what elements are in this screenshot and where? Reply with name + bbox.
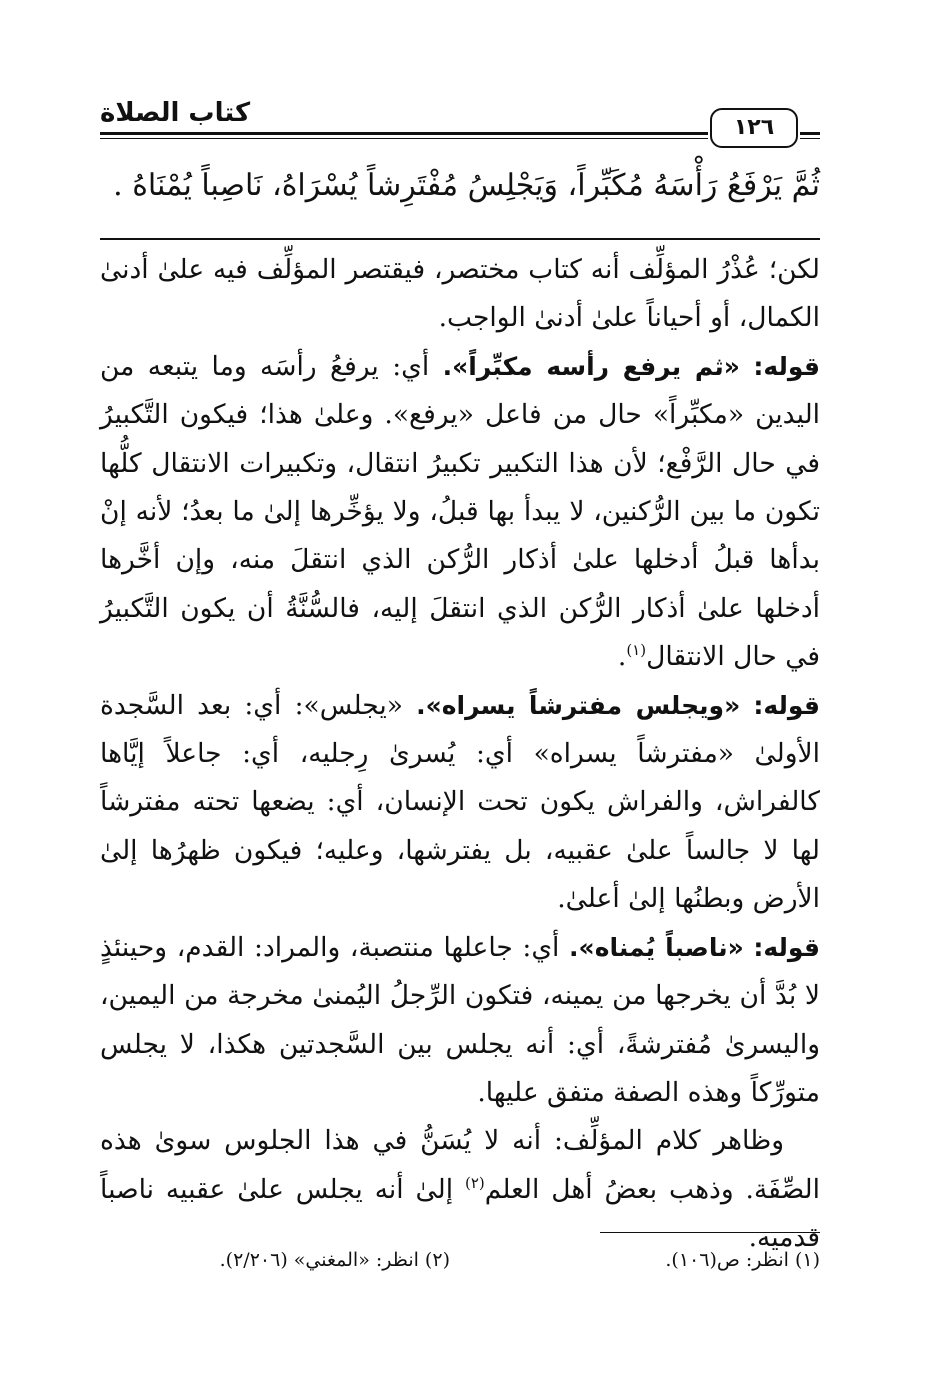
footnote-2: (٢) انظر: «المغني» (٢/٢٠٦).: [219, 1249, 450, 1271]
paragraph-text: أي: يرفعُ رأسَه وما يتبعه من اليدين «مكبِّراً» حال من فاعل «يرفع». وعلىٰ هذا؛ فيكون التَّكبيرُ في حال الرَّفْع؛ لأن هذا التكبير تكبيرُ انتقال، وتكبيرات الانتقال كلُّها تكون ما بين الرُّكنين، لا يبدأ بها قبلُ، ولا يؤخِّرها إلىٰ ما بعدُ؛ لأنه إنْ بدأها قبلُ أدخلها علىٰ أذكار الرُّكن الذي انتقلَ منه، وإن أخَّرها أدخلها علىٰ أذكار الرُّكن الذي انتقلَ إليه، فالسُّنَّةُ أن يكون التَّكبيرُ في حال الانتقال: [100, 350, 820, 673]
footnote-ref[interactable]: (١): [626, 641, 647, 660]
matn-quote: «ويجلس مفترشاً يسراه».: [416, 690, 741, 720]
paragraph-3: [100, 682, 820, 924]
footnote-ref[interactable]: (٢): [464, 1173, 485, 1192]
paragraph-end: .: [617, 641, 627, 673]
paragraph-text: أي: جاعلها منتصبة، والمراد: القدم، وحينئذٍ لا بُدَّ أن يخرجها من يمينه، فتكون الرِّجلُ اليُمنىٰ مخرجة من اليمين، واليسرىٰ مُفترشةً، أي: أنه يجلس بين السَّجدتين هكذا، لا يجلس متورِّكاً وهذه الصفة متفق عليها.: [100, 931, 820, 1108]
page-number: ١٢٦: [710, 108, 798, 148]
running-title: كتاب الصلاة: [100, 98, 251, 128]
header-rule-thin: [100, 138, 708, 139]
paragraph-text-continued: إلىٰ أنه يجلس علىٰ عقبيه ناصباً قدميه.: [100, 1173, 820, 1254]
header-rule-short: [800, 132, 820, 135]
paragraph-text: «يجلس»: أي: بعد السَّجدة الأولىٰ «مفترشاً يسراه» أي: يُسرىٰ رِجليه، أي: جاعلاً إيَّاها كالفراش، والفراش يكون تحت الإنسان، أي: يضعها تحته مفترشاً لها لا جالساً علىٰ عقبيه، بل يفترشها، وعليه؛ فيكون ظهرُها إلىٰ الأرض وبطنُها إلىٰ أعلىٰ.: [100, 689, 820, 915]
matn-text: ثُمَّ يَرْفَعُ رَأْسَهُ مُكَبِّراً، وَيَجْلِسُ مُفْتَرِشاً يُسْرَاهُ، نَاصِباً يُمْنَاهُ .: [113, 168, 820, 203]
page-header: [100, 92, 820, 142]
footnote-1: (١) انظر: ص(١٠٦).: [665, 1249, 820, 1271]
paragraph-4: [100, 924, 820, 1118]
matn-divider: [100, 238, 820, 240]
header-rule: [100, 132, 708, 135]
qawluh-label: قوله:: [753, 690, 820, 720]
paragraph-2: [100, 343, 820, 682]
matn-quote: «ثم يرفع رأسه مكبِّراً».: [442, 351, 740, 381]
commentary-body: [100, 246, 820, 1263]
paragraph-1: لكن؛ عُذْرُ المؤلِّف أنه كتاب مختصر، فيقتصر المؤلِّف فيه علىٰ أدنىٰ الكمال، أو أحياناً علىٰ أدنىٰ الواجب.: [100, 254, 820, 334]
paragraph-text: وظاهر كلام المؤلِّف: أنه لا يُسَنُّ في هذا الجلوس سوىٰ هذه الصِّفَة. وذهب بعضُ أهل العلم: [100, 1125, 820, 1205]
footnotes: [100, 1240, 820, 1280]
qawluh-label: قوله:: [753, 932, 820, 962]
matn-quote: «ناصباً يُمناه».: [569, 932, 744, 962]
qawluh-label: قوله:: [753, 351, 820, 381]
header-rule-short-thin: [800, 138, 820, 139]
footnote-separator: [600, 1232, 820, 1233]
